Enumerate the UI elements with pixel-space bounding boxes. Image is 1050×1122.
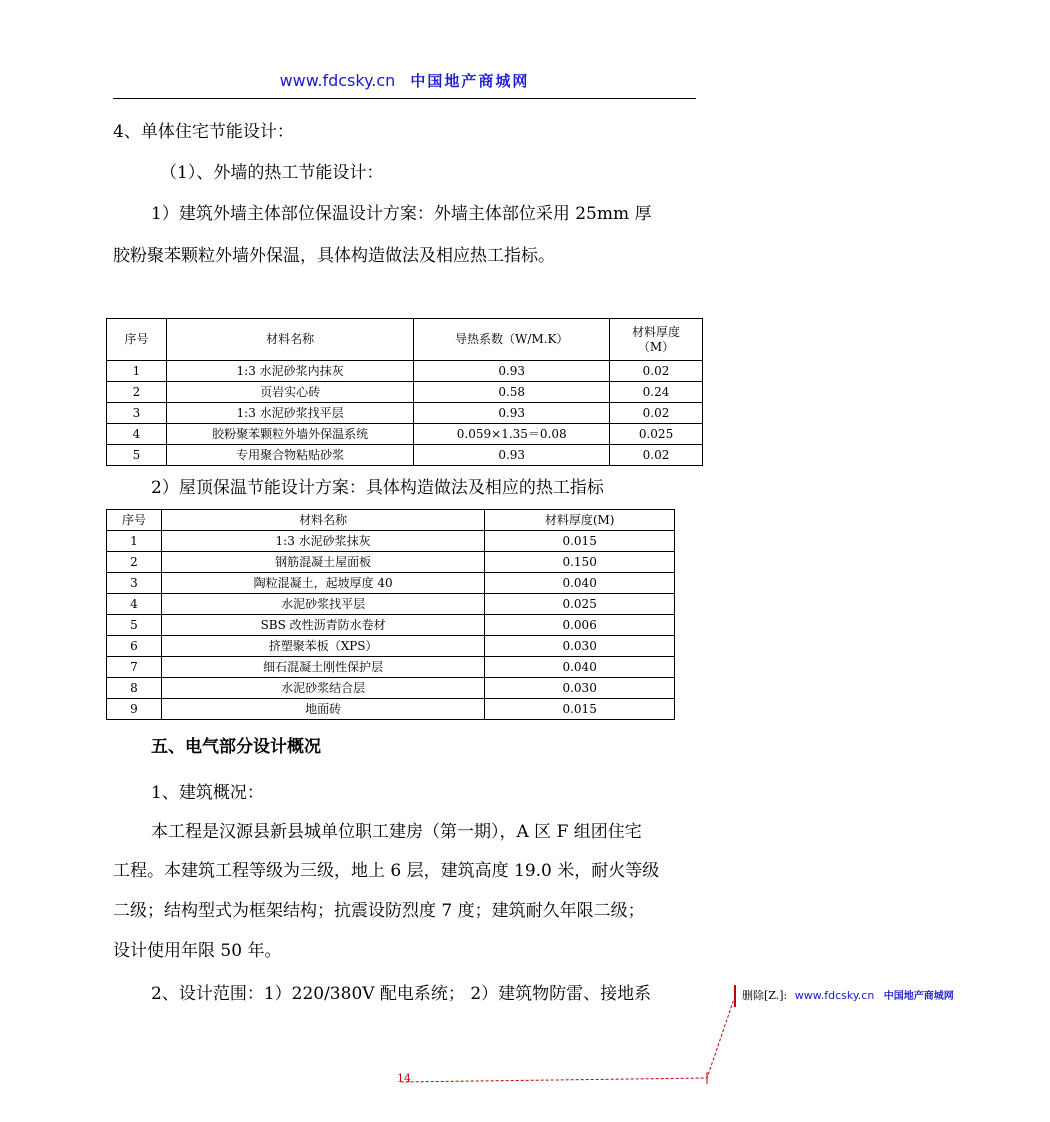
building-paragraph-line4: 设计使用年限 50 年。 (113, 941, 282, 961)
table-cell: 1 (107, 361, 167, 382)
table-cell: 水泥砂浆结合层 (161, 678, 484, 699)
design-scope-paragraph: 2、设计范围：1）220/380V 配电系统； 2）建筑物防雷、接地系 (151, 984, 652, 1004)
table-cell: 胶粉聚苯颗粒外墙外保温系统 (166, 424, 413, 445)
table-cell: 4 (107, 594, 162, 615)
table-cell: 9 (107, 699, 162, 720)
table-row (107, 657, 675, 678)
table-cell: 0.93 (414, 403, 610, 424)
table-cell: 页岩实心砖 (166, 382, 413, 403)
table-header-cell: 导热系数（W/M.K） (414, 319, 610, 361)
table-cell: 细石混凝土刚性保护层 (161, 657, 484, 678)
table-cell: 1 (107, 531, 162, 552)
table-cell: 水泥砂浆找平层 (161, 594, 484, 615)
revision-connector-line (395, 990, 745, 1090)
table-cell: 钢筋混凝土屋面板 (161, 552, 484, 573)
table-row (107, 699, 675, 720)
comment-site-name: 中国地产商城网 (883, 991, 954, 1002)
table-header-cell: 序号 (107, 510, 162, 531)
building-paragraph-line1: 本工程是汉源县新县城单位职工建房（第一期），A 区 F 组团住宅 (151, 822, 642, 842)
table-cell: 4 (107, 424, 167, 445)
table-cell: 挤塑聚苯板（XPS） (161, 636, 484, 657)
table-cell: 2 (107, 552, 162, 573)
comment-label: 删除[Z.]: (742, 989, 788, 1002)
table-cell: 0.040 (485, 657, 675, 678)
building-paragraph-line3: 二级；结构型式为框架结构；抗震设防烈度 7 度；建筑耐久年限二级； (113, 901, 645, 921)
table-row (107, 403, 703, 424)
subsection-heading-wall: （1）、外墙的热工节能设计： (160, 163, 384, 183)
table-cell: 5 (107, 615, 162, 636)
header-url[interactable]: www.fdcsky.cn (279, 71, 396, 90)
page-number: 14 (397, 1072, 411, 1085)
table-header-cell: 序号 (107, 319, 167, 361)
table-row (107, 594, 675, 615)
table-header-cell: 材料厚度（M） (610, 319, 703, 361)
table-cell: 0.93 (414, 445, 610, 466)
wall-paragraph-line1: 1）建筑外墙主体部位保温设计方案：外墙主体部位采用 25mm 厚 (151, 204, 652, 224)
table-cell: 0.015 (485, 699, 675, 720)
table-cell: 3 (107, 403, 167, 424)
table-row (107, 531, 675, 552)
comment-url: www.fdcsky.cn (794, 989, 875, 1002)
section-heading-4: 4、单体住宅节能设计： (113, 122, 294, 142)
table-cell: 0.059×1.35＝0.08 (414, 424, 610, 445)
table-cell: 专用聚合物粘贴砂浆 (166, 445, 413, 466)
table-row (107, 445, 703, 466)
table-cell: SBS 改性沥青防水卷材 (161, 615, 484, 636)
table-cell: 0.025 (610, 424, 703, 445)
roof-paragraph: 2）屋顶保温节能设计方案：具体构造做法及相应的热工指标 (151, 478, 604, 498)
table-row (107, 573, 675, 594)
table-cell: 0.030 (485, 678, 675, 699)
table-cell: 0.006 (485, 615, 675, 636)
table-cell: 0.030 (485, 636, 675, 657)
header-site-name: 中国地产商城网 (410, 72, 530, 90)
table-cell: 1:3 水泥砂浆抹灰 (161, 531, 484, 552)
section-heading-5: 五、电气部分设计概况 (151, 737, 321, 757)
table-row (107, 678, 675, 699)
table-cell: 陶粒混凝土，起坡厚度 40 (161, 573, 484, 594)
table-row (107, 636, 675, 657)
wall-paragraph-line2: 胶粉聚苯颗粒外墙外保温，具体构造做法及相应热工指标。 (113, 246, 555, 266)
wall-insulation-table (106, 318, 703, 466)
table-header-row (107, 319, 703, 361)
table-cell: 0.24 (610, 382, 703, 403)
table-cell: 5 (107, 445, 167, 466)
table-cell: 3 (107, 573, 162, 594)
table-cell: 0.150 (485, 552, 675, 573)
table-cell: 0.040 (485, 573, 675, 594)
table-cell: 0.015 (485, 531, 675, 552)
table-cell: 2 (107, 382, 167, 403)
table-cell: 0.02 (610, 403, 703, 424)
table-header-cell: 材料名称 (161, 510, 484, 531)
table-row (107, 615, 675, 636)
subsection-heading-building: 1、建筑概况： (151, 783, 264, 803)
table-cell: 6 (107, 636, 162, 657)
table-row (107, 424, 703, 445)
deletion-comment-balloon[interactable] (734, 985, 1042, 1007)
table-cell: 地面砖 (161, 699, 484, 720)
table-cell: 0.025 (485, 594, 675, 615)
table-cell: 8 (107, 678, 162, 699)
page-header (113, 70, 696, 99)
table-row (107, 552, 675, 573)
table-header-row (107, 510, 675, 531)
table-row (107, 361, 703, 382)
table-header-cell: 材料名称 (166, 319, 413, 361)
building-paragraph-line2: 工程。本建筑工程等级为三级，地上 6 层，建筑高度 19.0 米，耐火等级 (113, 861, 660, 881)
table-cell: 7 (107, 657, 162, 678)
roof-insulation-table (106, 509, 675, 720)
table-cell: 0.93 (414, 361, 610, 382)
table-cell: 1:3 水泥砂浆内抹灰 (166, 361, 413, 382)
table-cell: 0.58 (414, 382, 610, 403)
table-cell: 1:3 水泥砂浆找平层 (166, 403, 413, 424)
table-header-cell: 材料厚度(M) (485, 510, 675, 531)
table-cell: 0.02 (610, 361, 703, 382)
table-row (107, 382, 703, 403)
table-cell: 0.02 (610, 445, 703, 466)
